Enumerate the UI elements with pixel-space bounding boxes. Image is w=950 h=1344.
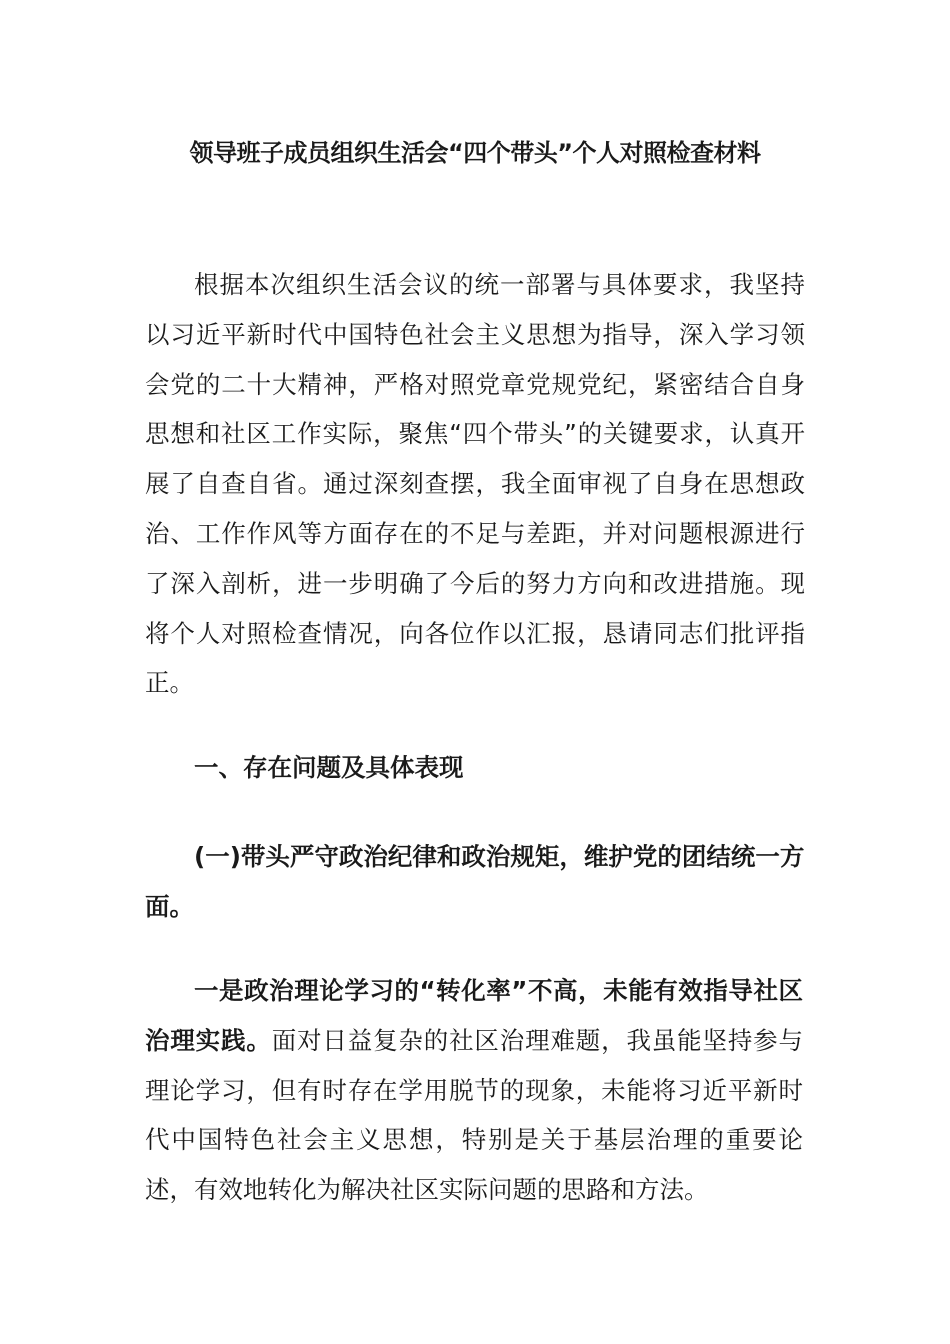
document-title: 领导班子成员组织生活会“四个带头”个人对照检查材料 xyxy=(189,139,761,167)
subsection-heading-political-discipline: (一)带头严守政治纪律和政治规矩，维护党的团结统一方面。 xyxy=(145,842,805,921)
point-paragraph-theory-study xyxy=(145,966,803,1215)
point-lead-text: 一是政治理论学习的“转化率”不高，未能有效指导社区治理实践。 xyxy=(145,976,803,1055)
section-heading-problems: 一、存在问题及具体表现 xyxy=(194,753,464,782)
intro-paragraph: 根据本次组织生活会议的统一部署与具体要求，我坚持以习近平新时代中国特色社会主义思想为指导，深入学习领会党的二十大精神，严格对照党章党规党纪，紧密结合自身思想和社区工作实际，聚焦“四个带头”的关键要求，认真开展了自查自省。通过深刻查摆，我全面审视了自身在思想政治、工作作风等方面存在的不足与差距，并对问题根源进行了深入剖析，进一步明确了今后的努力方向和改进措施。现将个人对照检查情况，向各位作以汇报，恳请同志们批评指正。 xyxy=(145,270,805,698)
point-body-text: 面对日益复杂的社区治理难题，我虽能坚持参与理论学习，但有时存在学用脱节的现象，未能将习近平新时代中国特色社会主义思想，特别是关于基层治理的重要论述，有效地转化为解决社区实际问题的思路和方法。 xyxy=(145,1025,804,1205)
